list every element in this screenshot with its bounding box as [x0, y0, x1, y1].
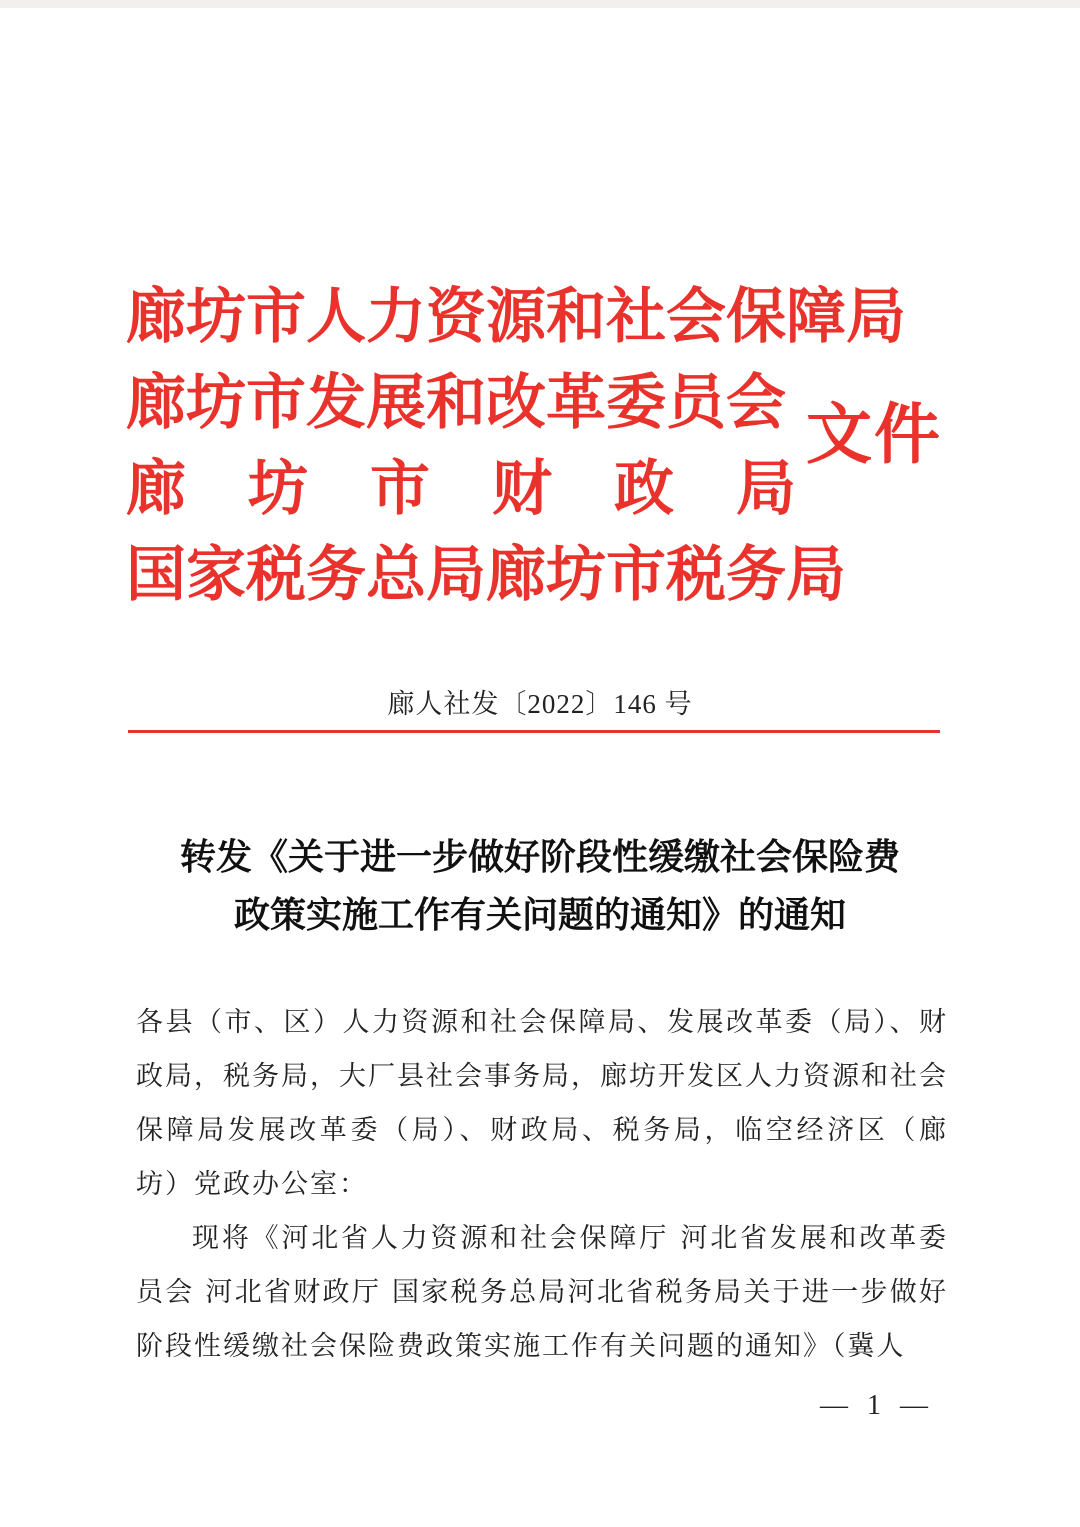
document-title [130, 828, 950, 944]
issuer-line-tax [126, 532, 846, 618]
document-page [0, 8, 1080, 1527]
issuer-line-finance [126, 446, 796, 532]
document-suffix: 文件 [806, 395, 942, 473]
page-number: — 1 — [820, 1390, 934, 1421]
issuer-char: 政 [614, 454, 674, 524]
issuer-char: 局 [736, 454, 796, 524]
issuer-char: 坊 [248, 454, 308, 524]
issuer-line-ndrc [126, 360, 796, 446]
issuer-text: 廊坊市发展和改革委员会 [126, 368, 786, 438]
body-paragraph: 现将《河北省人力资源和社会保障厅 河北省发展和改革委员会 河北省财政厅 国家税务总局河北省税务局关于进一步做好阶段性缓缴社会保险费政策实施工作有关问题的通知》（冀人 [136, 1223, 948, 1362]
issuer-line-hrss [126, 274, 906, 360]
issuer-char: 财 [492, 454, 552, 524]
document-number: 廊人社发〔2022〕146 号 [387, 689, 693, 719]
issuer-text: 国家税务总局廊坊市税务局 [126, 540, 846, 610]
red-divider-line [128, 730, 940, 733]
title-line-2: 政策实施工作有关问题的通知》的通知 [233, 894, 846, 936]
issuer-char: 市 [370, 454, 430, 524]
title-line-1: 转发《关于进一步做好阶段性缓缴社会保险费 [179, 836, 900, 878]
issuer-char: 廊 [126, 454, 186, 524]
document-body [136, 996, 948, 1374]
issuer-text: 廊坊市人力资源和社会保障局 [126, 282, 906, 352]
recipients-paragraph: 各县（市、区）人力资源和社会保障局、发展改革委（局）、财政局，税务局，大厂县社会事务局，廊坊开发区人力资源和社会保障局发展改革委（局）、财政局、税务局，临空经济区（廊坊）党政办公室： [136, 1007, 948, 1200]
